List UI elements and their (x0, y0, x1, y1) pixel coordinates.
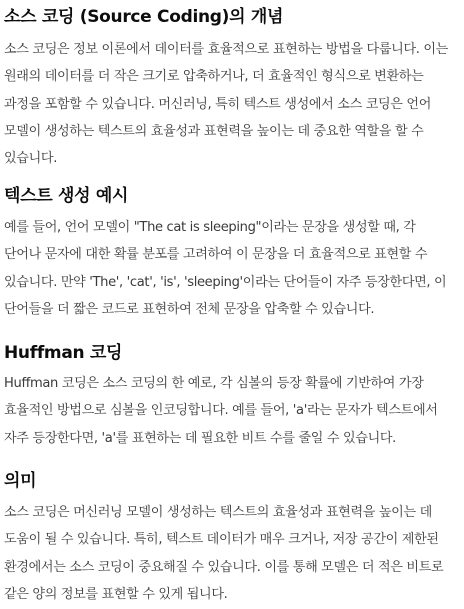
section-heading-huffman-coding: Huffman 코딩 (4, 343, 123, 363)
section-body-concept: 소스 코딩은 정보 이론에서 데이터를 효율적으로 표현하는 방법을 다룹니다. 이는 원래의 데이터를 더 작은 크기로 압축하거나, 더 효율적인 형식으로 변환하는 과정을 포함할 수 있습니다. 머신러닝, 특히 텍스트 생성에서 소스 코딩은 언어 모델이 생성하는 텍스트의 효율성과 표현력을 높이는 데 중요한 역할을 할 수 있습니다. (4, 42, 448, 167)
section-body-meaning: 소스 코딩은 머신러닝 모델이 생성하는 텍스트의 효율성과 표현력을 높이는 데 도움이 될 수 있습니다. 특히, 텍스트 데이터가 매우 크거나, 저장 공간이 제한된 환경에서는 소스 코딩이 중요해질 수 있습니다. 이를 통해 모델은 더 적은 비트로 같은 양의 정보를 표현할 수 있게 됩니다. (4, 505, 444, 602)
section-heading-text-generation-example: 텍스트 생성 예시 (4, 186, 129, 206)
section-body-text-generation-example: 예를 들어, 언어 모델이 "The cat is sleeping"이라는 문장을 생성할 때, 각 단어나 문자에 대한 확률 분포를 고려하여 이 문장을 더 효율적으로 표현할 수 있습니다. 만약 'The', 'cat', 'is', 'sleeping'이라는 단어들이 자주 등장한다면, 이 단어들을 더 짧은 코드로 표현하여 전체 문장을 압축할 수 있습니다. (4, 220, 447, 317)
section-heading-concept: 소스 코딩 (Source Coding)의 개념 (4, 7, 284, 27)
section-heading-meaning: 의미 (4, 471, 37, 491)
section-body-huffman-coding: Huffman 코딩은 소스 코딩의 한 예로, 각 심볼의 등장 확률에 기반하여 가장 효율적인 방법으로 심볼을 인코딩합니다. 예를 들어, 'a'라는 문자가 텍스트에서 자주 등장한다면, 'a'를 표현하는 데 필요한 비트 수를 줄일 수 있습니다. (4, 376, 438, 446)
